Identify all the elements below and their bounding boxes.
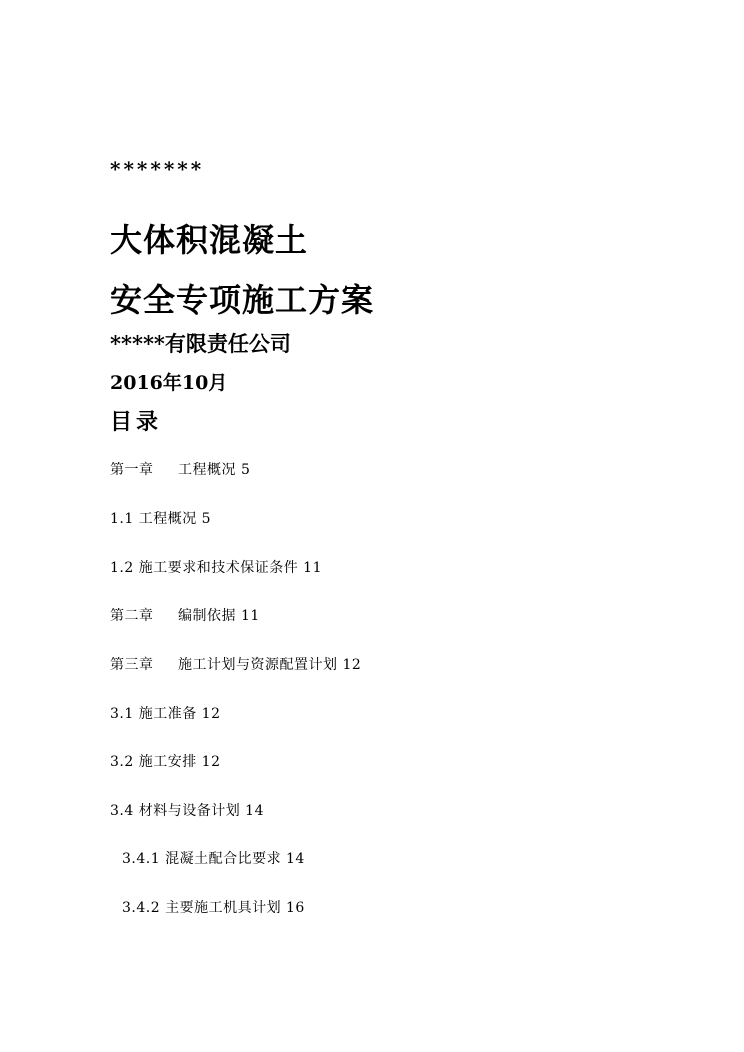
toc-entry-1-2[interactable]: 1.2 施工要求和技术保证条件 11 xyxy=(110,560,322,576)
toc-chapter-label: 第一章 xyxy=(110,462,154,478)
toc-entry-text: 编制依据 11 xyxy=(178,608,260,624)
toc-chapter-label: 第二章 xyxy=(110,608,154,624)
toc-entry-1-1[interactable]: 1.1 工程概况 5 xyxy=(110,511,212,527)
toc-entry-text: 施工计划与资源配置计划 12 xyxy=(178,657,362,673)
toc-entry-chapter-1[interactable] xyxy=(110,459,250,479)
toc-entry-3-4-2[interactable]: 3.4.2 主要施工机具计划 16 xyxy=(122,900,305,916)
toc-entry-3-1[interactable]: 3.1 施工准备 12 xyxy=(110,706,221,722)
toc-chapter-label: 第三章 xyxy=(110,657,154,673)
toc-entry-3-2[interactable]: 3.2 施工安排 12 xyxy=(110,754,221,770)
toc-entry-3-4[interactable]: 3.4 材料与设备计划 14 xyxy=(110,803,264,819)
title-line-1: 大体积混凝土 xyxy=(110,221,309,259)
title-line-2: 安全专项施工方案 xyxy=(110,281,375,319)
document-date: 2016年10月 xyxy=(110,372,228,394)
toc-heading: 目录 xyxy=(110,409,163,435)
company-name: *****有限责任公司 xyxy=(110,331,291,356)
toc-entry-chapter-3[interactable] xyxy=(110,654,361,674)
toc-entry-3-4-1[interactable]: 3.4.1 混凝土配合比要求 14 xyxy=(122,851,305,867)
toc-entry-chapter-2[interactable] xyxy=(110,605,260,625)
masked-project-name: ******* xyxy=(110,157,205,181)
toc-entry-text: 工程概况 5 xyxy=(178,462,251,478)
